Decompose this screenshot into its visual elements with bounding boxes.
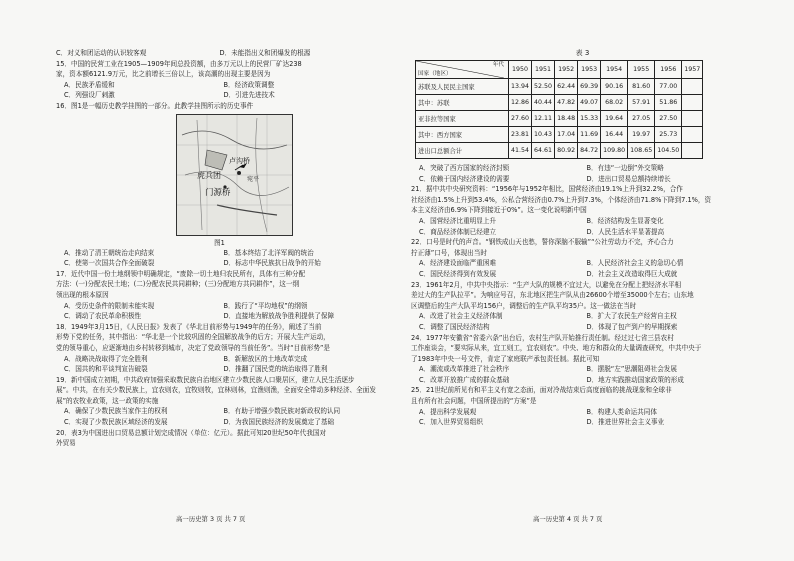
q16-option-d[interactable]: D．标志中华民族抗日战争的开始 xyxy=(223,259,321,268)
q15-option-a[interactable]: A．民族矛盾缓和 xyxy=(64,80,115,89)
question-20 xyxy=(56,428,383,449)
q24-option-d[interactable]: D．地方实践推动国家政策的形成 xyxy=(586,375,684,384)
q18-stem-line: 形势下党的任务，其中指出：“华北是一个比较巩固的全国解放战争的后方；开展大生产运动， xyxy=(56,333,330,342)
table-cell xyxy=(682,111,703,127)
table-row xyxy=(416,79,703,95)
q21-stem-line: 社经济由1.5%上升到53.4%，公私合营经济由0.7%上升到7.3%，个体经济由71.8%下降到7.1%，资 xyxy=(411,195,712,204)
table-row xyxy=(416,95,703,111)
q18-option-a[interactable]: A．战略决战取得了完全胜利 xyxy=(64,354,148,363)
q17-stem-line: 方法：(一)分配农民土地；(二)分配农民共同耕种；(三)分配地方共同耕作”，这一纲 xyxy=(56,280,300,289)
q18-option-b[interactable]: B．新解放区的土地改革完成 xyxy=(223,354,308,363)
q23-option-b[interactable]: B．扩大了农民生产经营自主权 xyxy=(586,312,677,321)
q20-option-d[interactable]: D．进出口贸易总额持续增长 xyxy=(586,174,671,183)
map-label-b: 卢沟桥 xyxy=(229,156,250,165)
table-corner-cell xyxy=(416,61,509,79)
table-cell: 69.39 xyxy=(578,79,601,95)
table-cell: 19.97 xyxy=(628,127,655,143)
table-cell: 12.86 xyxy=(509,95,532,111)
q15-option-b[interactable]: B．经济政策调整 xyxy=(223,80,275,89)
q21-option-a[interactable]: A．国营经济比重明显上升 xyxy=(419,216,497,225)
q21-option-d[interactable]: D．人民生活水平显著提高 xyxy=(586,227,665,236)
question-24 xyxy=(411,333,754,386)
table-cell: 27.05 xyxy=(628,111,655,127)
q25-option-c[interactable]: C．加入世界贸易组织 xyxy=(419,418,483,427)
q14-option-d[interactable]: D．未能指出义和团爆发的根源 xyxy=(219,49,311,57)
q16-map-figure xyxy=(176,114,293,236)
table-row-header: 其中：苏联 xyxy=(416,95,509,111)
q20-options xyxy=(411,163,754,174)
q16-figure-caption: 图1 xyxy=(214,238,225,247)
q17-option-d[interactable]: D．直接地为解放战争胜利提供了保障 xyxy=(223,312,335,321)
table-cell: 109.80 xyxy=(601,143,628,159)
table-title: 表 3 xyxy=(575,49,590,57)
q24-stem-line: 24．1977年安徽省“省委六条”出台后，农村生产队开始推行责任制。经过过七省三县农村 xyxy=(411,333,674,342)
q23-option-c[interactable]: C．调整了国民经济结构 xyxy=(419,322,490,331)
question-16 xyxy=(56,101,383,269)
table-cell: 23.81 xyxy=(509,127,532,143)
q24-option-b[interactable]: B．摆脱“左”思潮阻碍社会发展 xyxy=(586,365,677,374)
table-cell: 18.48 xyxy=(555,111,578,127)
q25-stem-line: 25．21世纪前所见有和平主义有宽之态面，面对冷战结束后高度面临的挑战现象和全球非 xyxy=(411,386,672,395)
q16-option-a[interactable]: A．推动了清王朝统治走向结束 xyxy=(64,248,155,257)
q19-stem-line: 19．新中国成立初期，中共政府加强采取数民族自治地区建立少数民族人口聚居区，建立人民生活逐步 xyxy=(56,375,355,384)
table-header-year: 1951 xyxy=(532,61,555,79)
q19-stem-line: 展”。中共，在有关少数民族上，宜农则农，宜牧则牧，宜林则林，宜渔则渔，全面安全带动多种经济、全面发 xyxy=(56,386,376,395)
table-cell: 41.54 xyxy=(509,143,532,159)
q14-option-c[interactable]: C．对义和团运动的认识较客观 xyxy=(56,49,147,57)
table-cell: 77.00 xyxy=(655,79,682,95)
table-cell xyxy=(682,127,703,143)
table-row-header: 进出口总额合计 xyxy=(416,143,509,159)
table-header-year: 1957 xyxy=(682,61,703,79)
q17-stem-line: 17．近代中国一份土地纲领中明确规定，“废除一切土地归农民所有，具体有三种分配 xyxy=(56,269,306,278)
q18-stem-line: 18．1949年3月15日，《人民日报》发表了《华北目前形势与1949年的任务》，阐述了当前 xyxy=(56,322,322,331)
q16-option-c[interactable]: C．使第一次国共合作全面破裂 xyxy=(64,259,155,268)
q25-option-a[interactable]: A．提出科学发展观 xyxy=(419,407,477,416)
q20-option-a[interactable]: A．突破了西方国家的经济封锁 xyxy=(419,164,510,172)
table-header-year: 1956 xyxy=(655,61,682,79)
table-cell: 51.86 xyxy=(655,95,682,111)
table-cell: 27.50 xyxy=(655,111,682,127)
page-footer-left: 高一历史第 3 页 共 7 页 xyxy=(176,515,246,523)
q19-option-a[interactable]: A．确保了少数民族当家作主的权利 xyxy=(64,407,168,416)
q23-stem-line: 23．1961年2月，中共中央指示：“生产大队的规模不宜过大，以避免在分配上把经济水平相 xyxy=(411,280,682,289)
question-18 xyxy=(56,322,383,375)
q19-option-d[interactable]: D．为我国民族经济的发展奠定了基础 xyxy=(223,418,335,427)
table-header-year: 1953 xyxy=(578,61,601,79)
table-cell: 90.16 xyxy=(601,79,628,95)
table-cell: 104.50 xyxy=(655,143,682,159)
table-cell: 40.44 xyxy=(532,95,555,111)
q16-stem: 16．图1是一幅历史教学挂图的一部分。此教学挂图所示的历史事件 xyxy=(56,101,254,110)
map-label-d: 宛平 xyxy=(247,175,260,183)
table-cell: 47.82 xyxy=(555,95,578,111)
q21-option-b[interactable]: B．经济结构发生显著变化 xyxy=(586,216,664,225)
table-cell: 62.44 xyxy=(555,79,578,95)
table-cell: 10.43 xyxy=(532,127,555,143)
table-cell: 84.72 xyxy=(578,143,601,159)
q24-stem-line: 了1983年中央一号文件，肯定了家庭联产承包责任制。据此可知 xyxy=(411,354,600,363)
q22-option-c[interactable]: C．国民经济得到有效发展 xyxy=(419,269,497,278)
q18-option-c[interactable]: C．国共的和平谈判宣告破裂 xyxy=(64,365,148,374)
table-cell: 108.65 xyxy=(628,143,655,159)
q21-stem-line: 21．据中共中央研究资料：“1956年与1952年相比，国营经济由19.1%上升到32.2%，合作 xyxy=(411,185,683,194)
q23-option-d[interactable]: D．体现了包产到户的早期探索 xyxy=(586,322,678,331)
q20-stem-line: 20．表3为中国进出口贸易总额计划完成情况（单位：亿元）。据此可知20世纪50年代我国对 xyxy=(56,428,327,437)
q17-option-c[interactable]: C．调动了农民革命积极性 xyxy=(64,312,142,321)
q22-option-a[interactable]: A．经济建设面临严重困难 xyxy=(419,259,497,268)
table-cell xyxy=(682,143,703,159)
table-cell: 49.07 xyxy=(578,95,601,111)
table-cell: 13.94 xyxy=(509,79,532,95)
q17-option-a[interactable]: A．受历史条件的限制未能实现 xyxy=(64,301,155,310)
q22-stem-line: 22．口号是时代的声音。“钢铁成山天也愁，誓你深脑不服输”“公社劳动力不完，齐心合力 xyxy=(411,238,674,247)
q25-option-b[interactable]: B．构建人类命运共同体 xyxy=(586,407,657,416)
question-25 xyxy=(411,385,754,427)
table-cell: 57.91 xyxy=(628,95,655,111)
table-cell: 81.60 xyxy=(628,79,655,95)
q16-option-b[interactable]: B．基本终结了北洋军阀的统治 xyxy=(223,248,314,257)
q19-stem-line: 展”的农牧业政策，这一政策的实施 xyxy=(56,396,159,405)
q15-option-c[interactable]: C．列强设厂刺激 xyxy=(64,91,115,100)
q20-stem-line: 外贸易 xyxy=(56,439,76,448)
q25-option-d[interactable]: D．推进世界社会主义事业 xyxy=(586,418,665,427)
question-21 xyxy=(411,184,754,237)
table-cell: 17.04 xyxy=(555,127,578,143)
q17-stem-line: 领出现的根本原因 xyxy=(56,290,109,299)
table-cell: 64.61 xyxy=(532,143,555,159)
q21-option-c[interactable]: C．商品经济体制已经建立 xyxy=(419,227,497,236)
q22-option-b[interactable]: B．人民经济社会主义的急切心情 xyxy=(586,259,684,268)
table-corner-country-label: 国家（地区） xyxy=(418,71,452,77)
q19-option-c[interactable]: C．实现了少数民族区域经济的发展 xyxy=(64,418,168,427)
q20-option-c[interactable]: C．依赖于国内经济建设的需要 xyxy=(419,174,510,183)
q24-option-a[interactable]: A．潮流或改革推进了社会秩序 xyxy=(419,365,510,374)
q17-option-b[interactable]: B．践行了“平均地权”的纲领 xyxy=(223,301,308,310)
trade-table xyxy=(415,60,703,159)
q21-stem-line: 本主义经济由6.9%下降到接近于0%”。这一变化说明新中国 xyxy=(411,206,587,215)
table-header-year: 1952 xyxy=(555,61,578,79)
table-row-header: 苏联及人民民主国家 xyxy=(416,79,509,95)
q24-stem-line: 工作座谈会，“要实际从来，宜工则工，宜农则农”。中央、地方和群众的大量调查研究，中共中央于 xyxy=(411,344,702,353)
table-header-row xyxy=(416,61,703,79)
question-23 xyxy=(411,280,754,333)
q14-options xyxy=(56,48,383,59)
table-header-year: 1955 xyxy=(628,61,655,79)
q15-option-d[interactable]: D．引进先进技术 xyxy=(223,91,275,100)
table-cell: 25.73 xyxy=(655,127,682,143)
q25-stem-line: 且有所有社会问题，中国所提出的“方案”是 xyxy=(411,397,537,406)
historical-map-image xyxy=(177,115,292,235)
q22-option-d[interactable]: D．社会主义改造取得巨大成就 xyxy=(586,269,678,278)
table-cell xyxy=(682,95,703,111)
table-cell: 80.92 xyxy=(555,143,578,159)
table-row xyxy=(416,111,703,127)
question-15 xyxy=(56,59,383,101)
q19-option-b[interactable]: B．有助于增强少数民族对新政权的认同 xyxy=(223,407,341,416)
q18-stem-line: 党的领导重心，应逐渐地由乡村转移到城市，决定了党政领导的当前任务”。当时“目前形势”是 xyxy=(56,343,330,352)
q15-stem-line: 15．中国的民营工业在1905—1909年间总投资额，由多万元以上的民营厂矿达238 xyxy=(56,59,302,68)
right-page xyxy=(397,0,794,561)
q18-option-d[interactable]: D．推翻了国民党的统治取得了胜利 xyxy=(223,365,328,374)
table-row-header: 亚非拉等国家 xyxy=(416,111,509,127)
table-cell: 11.69 xyxy=(578,127,601,143)
table-cell: 12.11 xyxy=(532,111,555,127)
page-footer-right: 高一历史第 4 页 共 7 页 xyxy=(533,515,603,523)
q23-stem-line: 区调整后的生产大队平均156户，调整后的生产队平均35户。这一做法在当时 xyxy=(411,301,637,310)
q23-stem-line: 差过大的生产队拉平”。为响应号召，东北地区把生产队从由26600个增至35000个左右；山东地 xyxy=(411,291,694,300)
q24-option-c[interactable]: C．改革开放推广成的群众基础 xyxy=(419,375,510,384)
table-row xyxy=(416,143,703,159)
question-17 xyxy=(56,269,383,322)
table-cell: 16.44 xyxy=(601,127,628,143)
table-corner-year-label: 年代 xyxy=(492,62,504,68)
q20-option-b[interactable]: B．有违“一边倒”外交策略 xyxy=(586,164,664,172)
table-row-header: 其中：西方国家 xyxy=(416,127,509,143)
table-header-year: 1954 xyxy=(601,61,628,79)
table-cell: 19.64 xyxy=(601,111,628,127)
q22-stem-line: 拧正薄”口号，体现出当时 xyxy=(411,248,487,257)
q15-stem-line: 家，资本额6121.9万元，比之前增长三倍以上，该高潮的出现主要是因为 xyxy=(56,70,271,79)
table-cell xyxy=(682,79,703,95)
map-label-a: 虎兵团 xyxy=(197,170,221,180)
table-cell: 27.60 xyxy=(509,111,532,127)
q23-option-a[interactable]: A．改进了社会主义经济体制 xyxy=(419,312,503,321)
table-row xyxy=(416,127,703,143)
table-cell: 15.33 xyxy=(578,111,601,127)
map-label-c: 门源桥 xyxy=(205,187,231,198)
table-cell: 52.50 xyxy=(532,79,555,95)
table-cell: 68.02 xyxy=(601,95,628,111)
question-19 xyxy=(56,375,383,428)
table-header-year: 1950 xyxy=(509,61,532,79)
question-22 xyxy=(411,237,754,279)
